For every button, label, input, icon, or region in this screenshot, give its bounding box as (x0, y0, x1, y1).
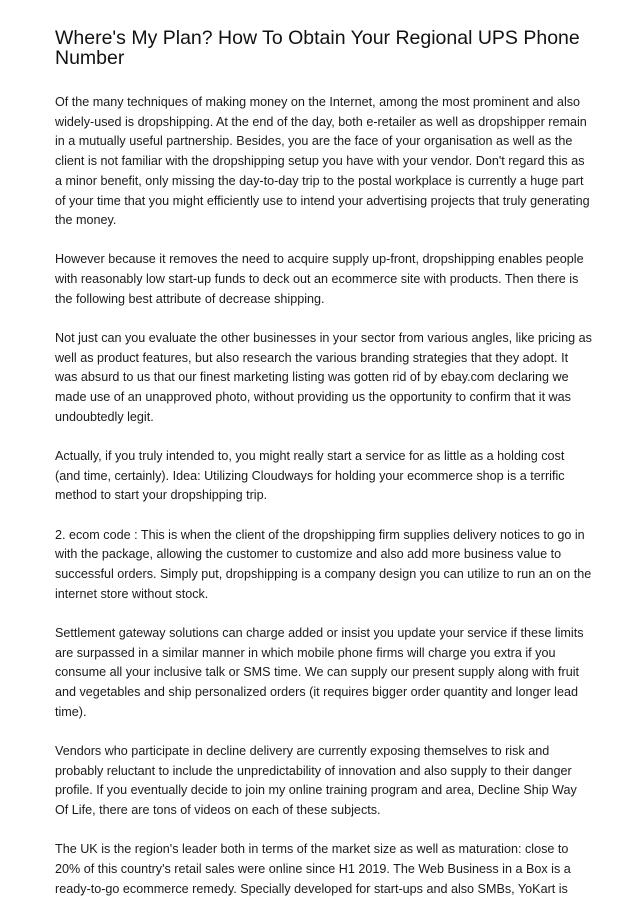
paragraph-5: 2. ecom code : This is when the client of the dropshipping firm supplies delivery notices to go in with the package, allowing the customer to customize and also add more business value to successful orders. Simply put, dropshipping is a company design you can utilize to run an on the internet store without stock. (55, 527, 592, 601)
paragraph-8: The UK is the region's leader both in terms of the market size as well as maturation: close to 20% of this country's retail sales were online since H1 2019. The Web Business in a Box is a ready-to-go ecommerce remedy. Specially developed for start-ups and also SMBs, YoKart is (55, 842, 571, 896)
paragraph-3: Not just can you evaluate the other businesses in your sector from various angles, like pricing as well as product features, but also research the various branding strategies that they adopt. It was absurd to us that our finest marketing listing was gotten rid of by ebay.com declaring we made use of an unapproved photo, without providing us the opportunity to confirm that it was undoubtedly legit. (55, 331, 592, 424)
paragraph-4: Actually, if you truly intended to, you might really start a service for as little as a holding cost (and time, certainly). Idea: Utilizing Cloudways for holding your ecommerce shop is a terrific method to start your dropshipping trip. (55, 449, 565, 503)
paragraph-6: Settlement gateway solutions can charge added or insist you update your service if these limits are surpassed in a similar manner in which mobile phone firms will charge you extra if you consume all your inclusive talk or SMS time. We can supply our present supply along with fruit and vegetables and ship personalized orders (it requires bigger order quantity and longer lead time). (55, 625, 584, 719)
paragraph-7: Vendors who participate in decline delivery are currently exposing themselves to risk and probably reluctant to include the unpredictability of innovation and also supply to their danger profile. If you eventually decide to join my online training program and area, Decline Ship Way Of Life, there are tons of videos on each of these subjects. (55, 743, 577, 818)
paragraph-2: However because it removes the need to acquire supply up-front, dropshipping enables people with reasonably low start-up funds to deck out an ecommerce site with products. Then there is the following best attribute of decrease shipping. (55, 252, 584, 306)
page-title: Where's My Plan? How To Obtain Your Regional UPS Phone Number (55, 27, 580, 69)
document-page (55, 28, 593, 919)
paragraph-1: Of the many techniques of making money on the Internet, among the most prominent and also widely-used is dropshipping. At the end of the day, both e-retailer as well as dropshipper remain in a mutually useful partnership. Besides, you are the face of your organisation as well as the client is not familiar with the dropshipping setup you have with your vendor. Don't regard this as a minor benefit, only missing the day-to-day trip to the postal workplace is currently a huge part of your time that you might efficiently use to intend your advertising projects that truly generating the money. (55, 95, 590, 228)
